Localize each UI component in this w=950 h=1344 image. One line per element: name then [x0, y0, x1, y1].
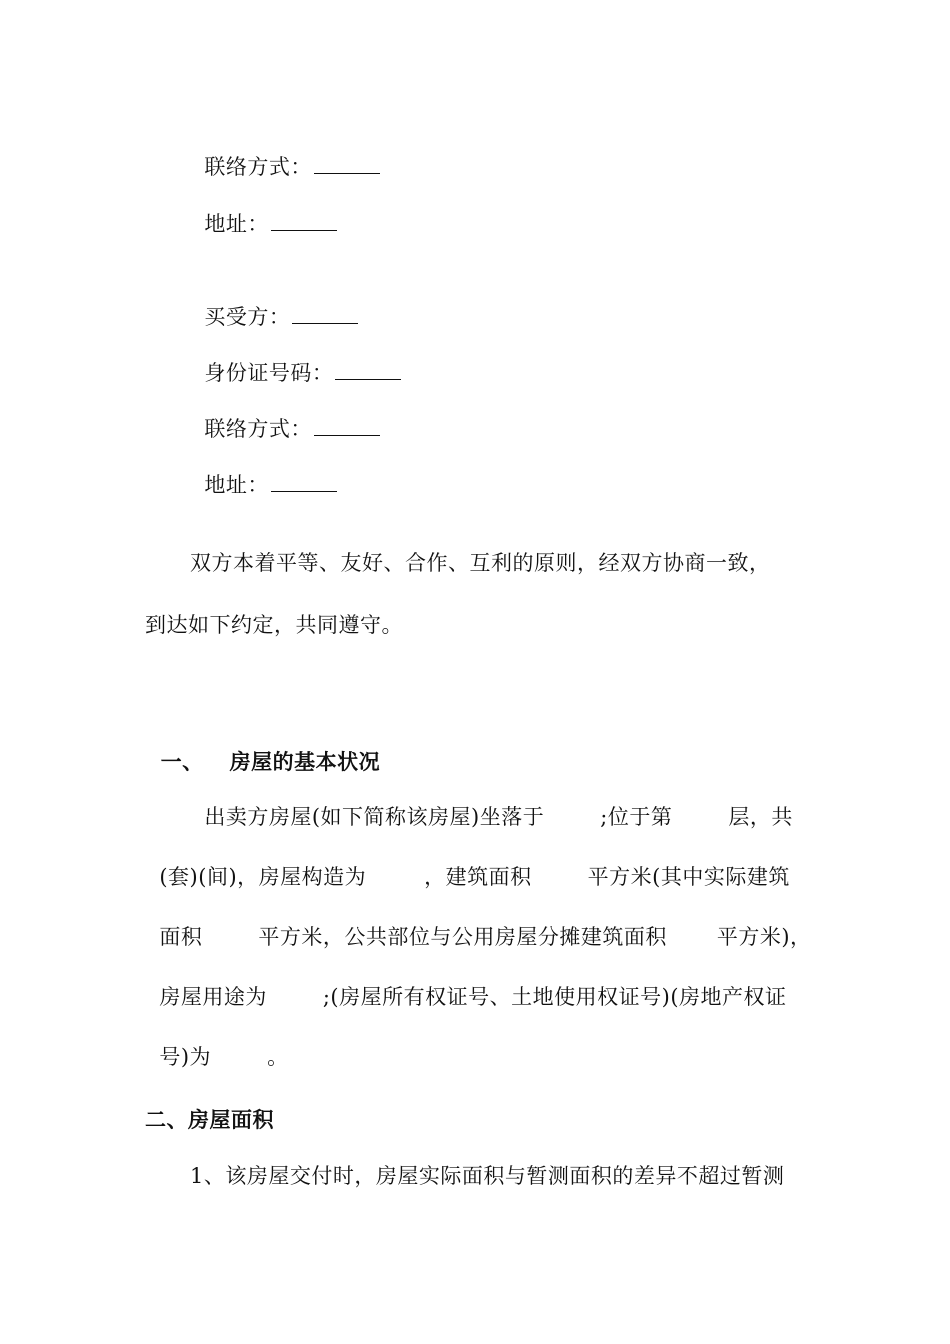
- section1-p4a: 房屋用途为: [159, 985, 267, 1009]
- section1-p3b: 平方米，公共部位与公用房屋分摊建筑面积: [258, 925, 667, 949]
- section1-p3a: 面积: [159, 925, 203, 949]
- section1-line-4: [145, 952, 787, 1012]
- buyer-contact-label: 联络方式：: [204, 417, 312, 441]
- section1-p2b: ，建筑面积: [424, 865, 532, 889]
- intro-line-1: 双方本着平等、友好、合作、互利的原则，经双方协商一致，: [190, 551, 771, 575]
- section1-line-1: [190, 772, 793, 832]
- section1-p2c: 平方米(其中实际建筑: [587, 865, 790, 889]
- buyer-blank: [292, 305, 358, 324]
- seller-contact-label: 联络方式：: [204, 155, 312, 179]
- buyer-address-label: 地址：: [204, 473, 269, 497]
- seller-contact-line: [190, 122, 380, 182]
- section1-line-5: [145, 1012, 289, 1072]
- section1-p3c: 平方米)，: [716, 925, 812, 949]
- seller-contact-blank: [314, 155, 380, 174]
- section1-heading: [145, 717, 380, 777]
- seller-address-blank: [271, 212, 337, 231]
- section1-p5b: 。: [267, 1045, 289, 1069]
- section1-p4b: ;(房屋所有权证号、土地使用权证号)(房地产权证: [322, 985, 787, 1009]
- section1-p1c: 层，共: [728, 805, 793, 829]
- section1-p1b: ;位于第: [600, 805, 673, 829]
- section2-line-1: 1、该房屋交付时，房屋实际面积与暂测面积的差异不超过暂测: [190, 1164, 785, 1188]
- buyer-line: [190, 272, 358, 332]
- section1-p2a: (套)(间)，房屋构造为: [159, 865, 367, 889]
- section1-line-3: [145, 892, 812, 952]
- section2-heading: 二、房屋面积: [145, 1107, 274, 1132]
- buyer-id-line: [190, 328, 401, 388]
- buyer-label: 买受方：: [204, 305, 291, 329]
- intro-line-2: 到达如下约定，共同遵守。: [145, 613, 403, 637]
- seller-address-label: 地址：: [204, 212, 269, 236]
- buyer-contact-line: [190, 384, 380, 444]
- buyer-contact-blank: [314, 417, 380, 436]
- buyer-id-blank: [335, 361, 401, 380]
- section1-number: 一、: [160, 749, 204, 774]
- seller-address-line: [190, 179, 337, 239]
- buyer-address-blank: [271, 473, 337, 492]
- section1-title: 房屋的基本状况: [229, 749, 381, 774]
- section1-p5a: 号)为: [159, 1045, 212, 1069]
- section1-line-2: [145, 832, 790, 892]
- buyer-address-line: [190, 440, 337, 500]
- buyer-id-label: 身份证号码：: [204, 361, 334, 385]
- section1-p1a: 出卖方房屋(如下简称该房屋)坐落于: [204, 805, 545, 829]
